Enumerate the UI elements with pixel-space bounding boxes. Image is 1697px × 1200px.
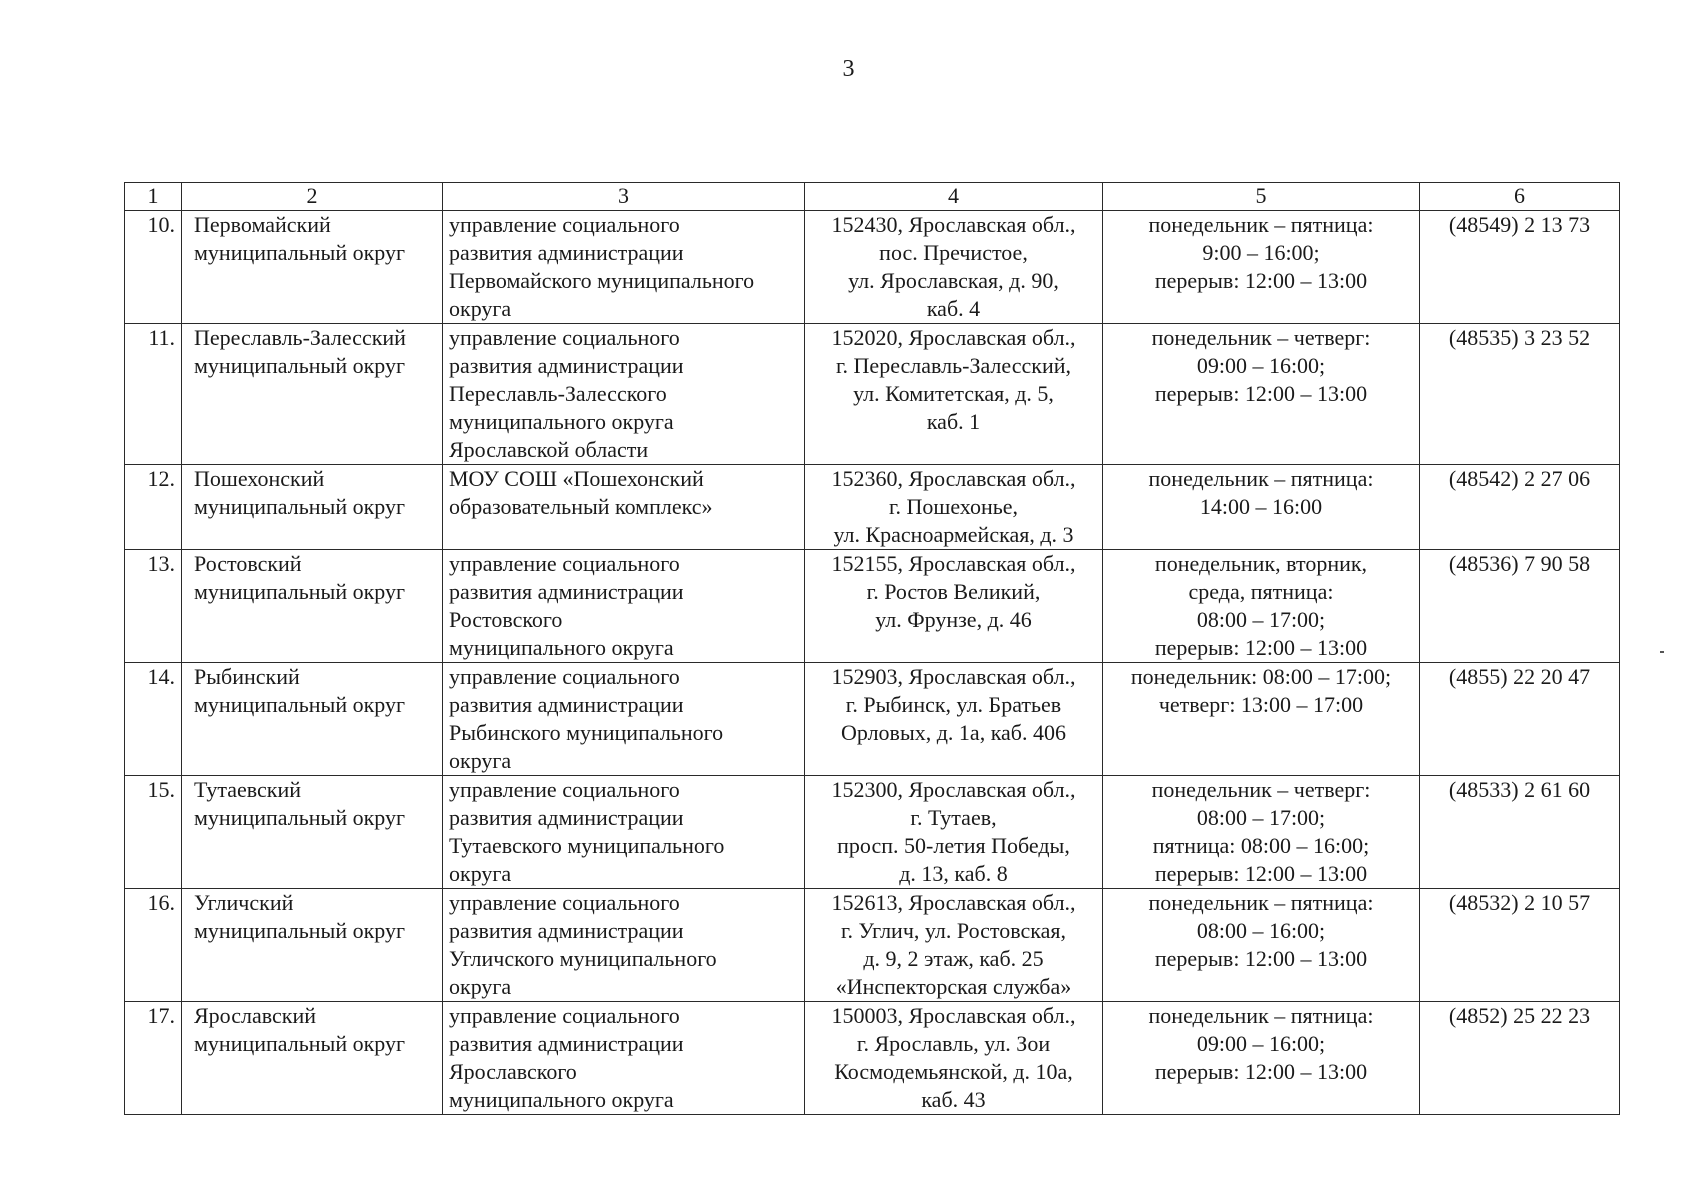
organization-line: округа (449, 296, 512, 321)
table-body (125, 211, 1620, 1115)
hours-line: перерыв: 12:00 – 13:00 (1154, 1059, 1368, 1084)
column-header-3: 3 (443, 183, 805, 211)
address-line: Космодемьянской, д. 10а, (834, 1059, 1073, 1084)
organization-line: управление социального (449, 212, 680, 237)
district-cell (182, 889, 443, 1002)
hours-line: 08:00 – 17:00; (1196, 607, 1326, 632)
district-line: муниципальный округ (194, 579, 406, 604)
hours-cell (1103, 465, 1420, 550)
organization-cell (443, 776, 805, 889)
hours-line: пятница: 08:00 – 16:00; (1152, 833, 1370, 858)
address-cell (805, 1002, 1103, 1115)
district-cell (182, 465, 443, 550)
address-line: 152155, Ярославская обл., (831, 551, 1076, 576)
address-cell (805, 550, 1103, 663)
organization-line: Тутаевского муниципального (449, 833, 725, 858)
organization-line: управление социального (449, 890, 680, 915)
organization-line: округа (449, 974, 512, 999)
margin-mark (1660, 651, 1664, 653)
organization-line: управление социального (449, 551, 680, 576)
hours-line: среда, пятница: (1188, 579, 1334, 604)
organization-line: управление социального (449, 325, 680, 350)
hours-line: понедельник, вторник, (1154, 551, 1368, 576)
organization-line: муниципального округа (449, 409, 674, 434)
district-cell (182, 776, 443, 889)
hours-line: понедельник – четверг: (1151, 777, 1371, 802)
district-line: Рыбинский (194, 664, 300, 689)
address-cell (805, 889, 1103, 1002)
district-line: Ростовский (194, 551, 302, 576)
organization-line: муниципального округа (449, 1087, 674, 1112)
hours-line: четверг: 13:00 – 17:00 (1158, 692, 1364, 717)
address-line: каб. 1 (926, 409, 981, 434)
address-cell (805, 776, 1103, 889)
address-line: ул. Ярославская, д. 90, (848, 268, 1059, 293)
organization-line: управление социального (449, 1003, 680, 1028)
hours-cell (1103, 663, 1420, 776)
table-row (125, 324, 1620, 465)
hours-line: перерыв: 12:00 – 13:00 (1154, 268, 1368, 293)
address-line: каб. 4 (926, 296, 981, 321)
address-line: ул. Комитетская, д. 5, (853, 381, 1054, 406)
table-row (125, 889, 1620, 1002)
district-line: муниципальный округ (194, 692, 406, 717)
organization-line: Ростовского (449, 607, 563, 632)
organization-cell (443, 663, 805, 776)
column-header-1: 1 (125, 183, 182, 211)
phone-cell: (48542) 2 27 06 (1420, 465, 1620, 550)
address-line: г. Углич, ул. Ростовская, (840, 918, 1066, 943)
table-row (125, 1002, 1620, 1115)
organization-cell (443, 465, 805, 550)
organization-line: Ярославской области (449, 437, 649, 462)
offices-table (124, 182, 1620, 1115)
row-number: 12. (125, 465, 182, 550)
address-cell (805, 324, 1103, 465)
row-number: 10. (125, 211, 182, 324)
organization-cell (443, 889, 805, 1002)
organization-line: развития администрации (449, 1031, 684, 1056)
hours-line: понедельник – пятница: (1148, 890, 1374, 915)
organization-line: округа (449, 861, 512, 886)
organization-line: развития администрации (449, 579, 684, 604)
district-line: Угличский (194, 890, 294, 915)
district-line: Пошехонский (194, 466, 325, 491)
district-line: Тутаевский (194, 777, 302, 802)
row-number: 17. (125, 1002, 182, 1115)
row-number: 11. (125, 324, 182, 465)
address-line: 152020, Ярославская обл., (831, 325, 1076, 350)
address-line: г. Пошехонье, (888, 494, 1019, 519)
organization-line: управление социального (449, 777, 680, 802)
organization-line: МОУ СОШ «Пошехонский (449, 466, 704, 491)
organization-line: развития администрации (449, 240, 684, 265)
address-cell (805, 663, 1103, 776)
phone-cell: (48535) 3 23 52 (1420, 324, 1620, 465)
hours-line: понедельник – пятница: (1148, 212, 1374, 237)
hours-cell (1103, 889, 1420, 1002)
hours-line: понедельник – четверг: (1151, 325, 1371, 350)
organization-line: Переславль-Залесского (449, 381, 667, 406)
address-line: д. 13, каб. 8 (899, 861, 1008, 886)
hours-cell (1103, 550, 1420, 663)
address-line: 152430, Ярославская обл., (831, 212, 1076, 237)
district-line: Ярославский (194, 1003, 316, 1028)
hours-line: 09:00 – 16:00; (1196, 1031, 1326, 1056)
district-line: муниципальный округ (194, 918, 406, 943)
row-number: 16. (125, 889, 182, 1002)
address-line: «Инспекторская служба» (835, 974, 1072, 999)
address-line: г. Ростов Великий, (866, 579, 1041, 604)
organization-line: муниципального округа (449, 635, 674, 660)
address-line: г. Переславль-Залесский, (836, 353, 1071, 378)
district-line: муниципальный округ (194, 353, 406, 378)
table-row (125, 663, 1620, 776)
district-line: Переславль-Залесский (194, 325, 406, 350)
phone-cell: (4852) 25 22 23 (1420, 1002, 1620, 1115)
hours-line: понедельник: 08:00 – 17:00; (1130, 664, 1392, 689)
district-line: муниципальный округ (194, 805, 406, 830)
organization-line: развития администрации (449, 805, 684, 830)
address-line: ул. Фрунзе, д. 46 (875, 607, 1032, 632)
address-line: пос. Пречистое, (879, 240, 1028, 265)
hours-line: перерыв: 12:00 – 13:00 (1154, 861, 1368, 886)
hours-cell (1103, 211, 1420, 324)
organization-line: Ярославского (449, 1059, 577, 1084)
address-line: Орловых, д. 1а, каб. 406 (840, 720, 1067, 745)
organization-line: Первомайского муниципального (449, 268, 755, 293)
table-row (125, 211, 1620, 324)
organization-line: развития администрации (449, 692, 684, 717)
organization-line: развития администрации (449, 918, 684, 943)
organization-line: образовательный комплекс» (449, 494, 713, 519)
row-number: 14. (125, 663, 182, 776)
address-line: 152613, Ярославская обл., (831, 890, 1076, 915)
address-cell (805, 211, 1103, 324)
organization-cell (443, 324, 805, 465)
hours-line: 08:00 – 16:00; (1196, 918, 1326, 943)
address-line: г. Тутаев, (910, 805, 997, 830)
address-line: д. 9, 2 этаж, каб. 25 (863, 946, 1044, 971)
hours-cell (1103, 776, 1420, 889)
district-cell (182, 211, 443, 324)
hours-line: 08:00 – 17:00; (1196, 805, 1326, 830)
phone-cell: (4855) 22 20 47 (1420, 663, 1620, 776)
address-cell (805, 465, 1103, 550)
phone-cell: (48549) 2 13 73 (1420, 211, 1620, 324)
district-cell (182, 324, 443, 465)
district-cell (182, 550, 443, 663)
phone-cell: (48532) 2 10 57 (1420, 889, 1620, 1002)
hours-line: 9:00 – 16:00; (1202, 240, 1320, 265)
row-number: 13. (125, 550, 182, 663)
row-number: 15. (125, 776, 182, 889)
district-line: муниципальный округ (194, 1031, 406, 1056)
address-line: просп. 50-летия Победы, (837, 833, 1070, 858)
hours-line: перерыв: 12:00 – 13:00 (1154, 946, 1368, 971)
organization-cell (443, 1002, 805, 1115)
table-row (125, 776, 1620, 889)
address-line: ул. Красноармейская, д. 3 (833, 522, 1074, 547)
hours-line: перерыв: 12:00 – 13:00 (1154, 635, 1368, 660)
address-line: 152903, Ярославская обл., (831, 664, 1076, 689)
district-cell (182, 1002, 443, 1115)
hours-cell (1103, 324, 1420, 465)
hours-line: 09:00 – 16:00; (1196, 353, 1326, 378)
page-number: 3 (842, 56, 855, 82)
table-row (125, 550, 1620, 663)
district-cell (182, 663, 443, 776)
address-line: 152360, Ярославская обл., (831, 466, 1076, 491)
district-line: муниципальный округ (194, 240, 406, 265)
column-header-6: 6 (1420, 183, 1620, 211)
address-line: г. Ярославль, ул. Зои (856, 1031, 1051, 1056)
district-line: Первомайский (194, 212, 331, 237)
hours-cell (1103, 1002, 1420, 1115)
organization-line: Рыбинского муниципального (449, 720, 724, 745)
address-line: г. Рыбинск, ул. Братьев (845, 692, 1062, 717)
hours-line: понедельник – пятница: (1148, 1003, 1374, 1028)
organization-line: управление социального (449, 664, 680, 689)
table-row (125, 465, 1620, 550)
organization-cell (443, 550, 805, 663)
column-header-2: 2 (182, 183, 443, 211)
district-line: муниципальный округ (194, 494, 406, 519)
address-line: 150003, Ярославская обл., (831, 1003, 1076, 1028)
column-header-4: 4 (805, 183, 1103, 211)
column-header-5: 5 (1103, 183, 1420, 211)
organization-line: развития администрации (449, 353, 684, 378)
hours-line: перерыв: 12:00 – 13:00 (1154, 381, 1368, 406)
phone-cell: (48536) 7 90 58 (1420, 550, 1620, 663)
address-line: 152300, Ярославская обл., (831, 777, 1076, 802)
organization-line: округа (449, 748, 512, 773)
hours-line: понедельник – пятница: (1148, 466, 1374, 491)
phone-cell: (48533) 2 61 60 (1420, 776, 1620, 889)
address-line: каб. 43 (921, 1087, 986, 1112)
organization-line: Угличского муниципального (449, 946, 717, 971)
organization-cell (443, 211, 805, 324)
hours-line: 14:00 – 16:00 (1199, 494, 1323, 519)
table-header-row (125, 183, 1620, 211)
